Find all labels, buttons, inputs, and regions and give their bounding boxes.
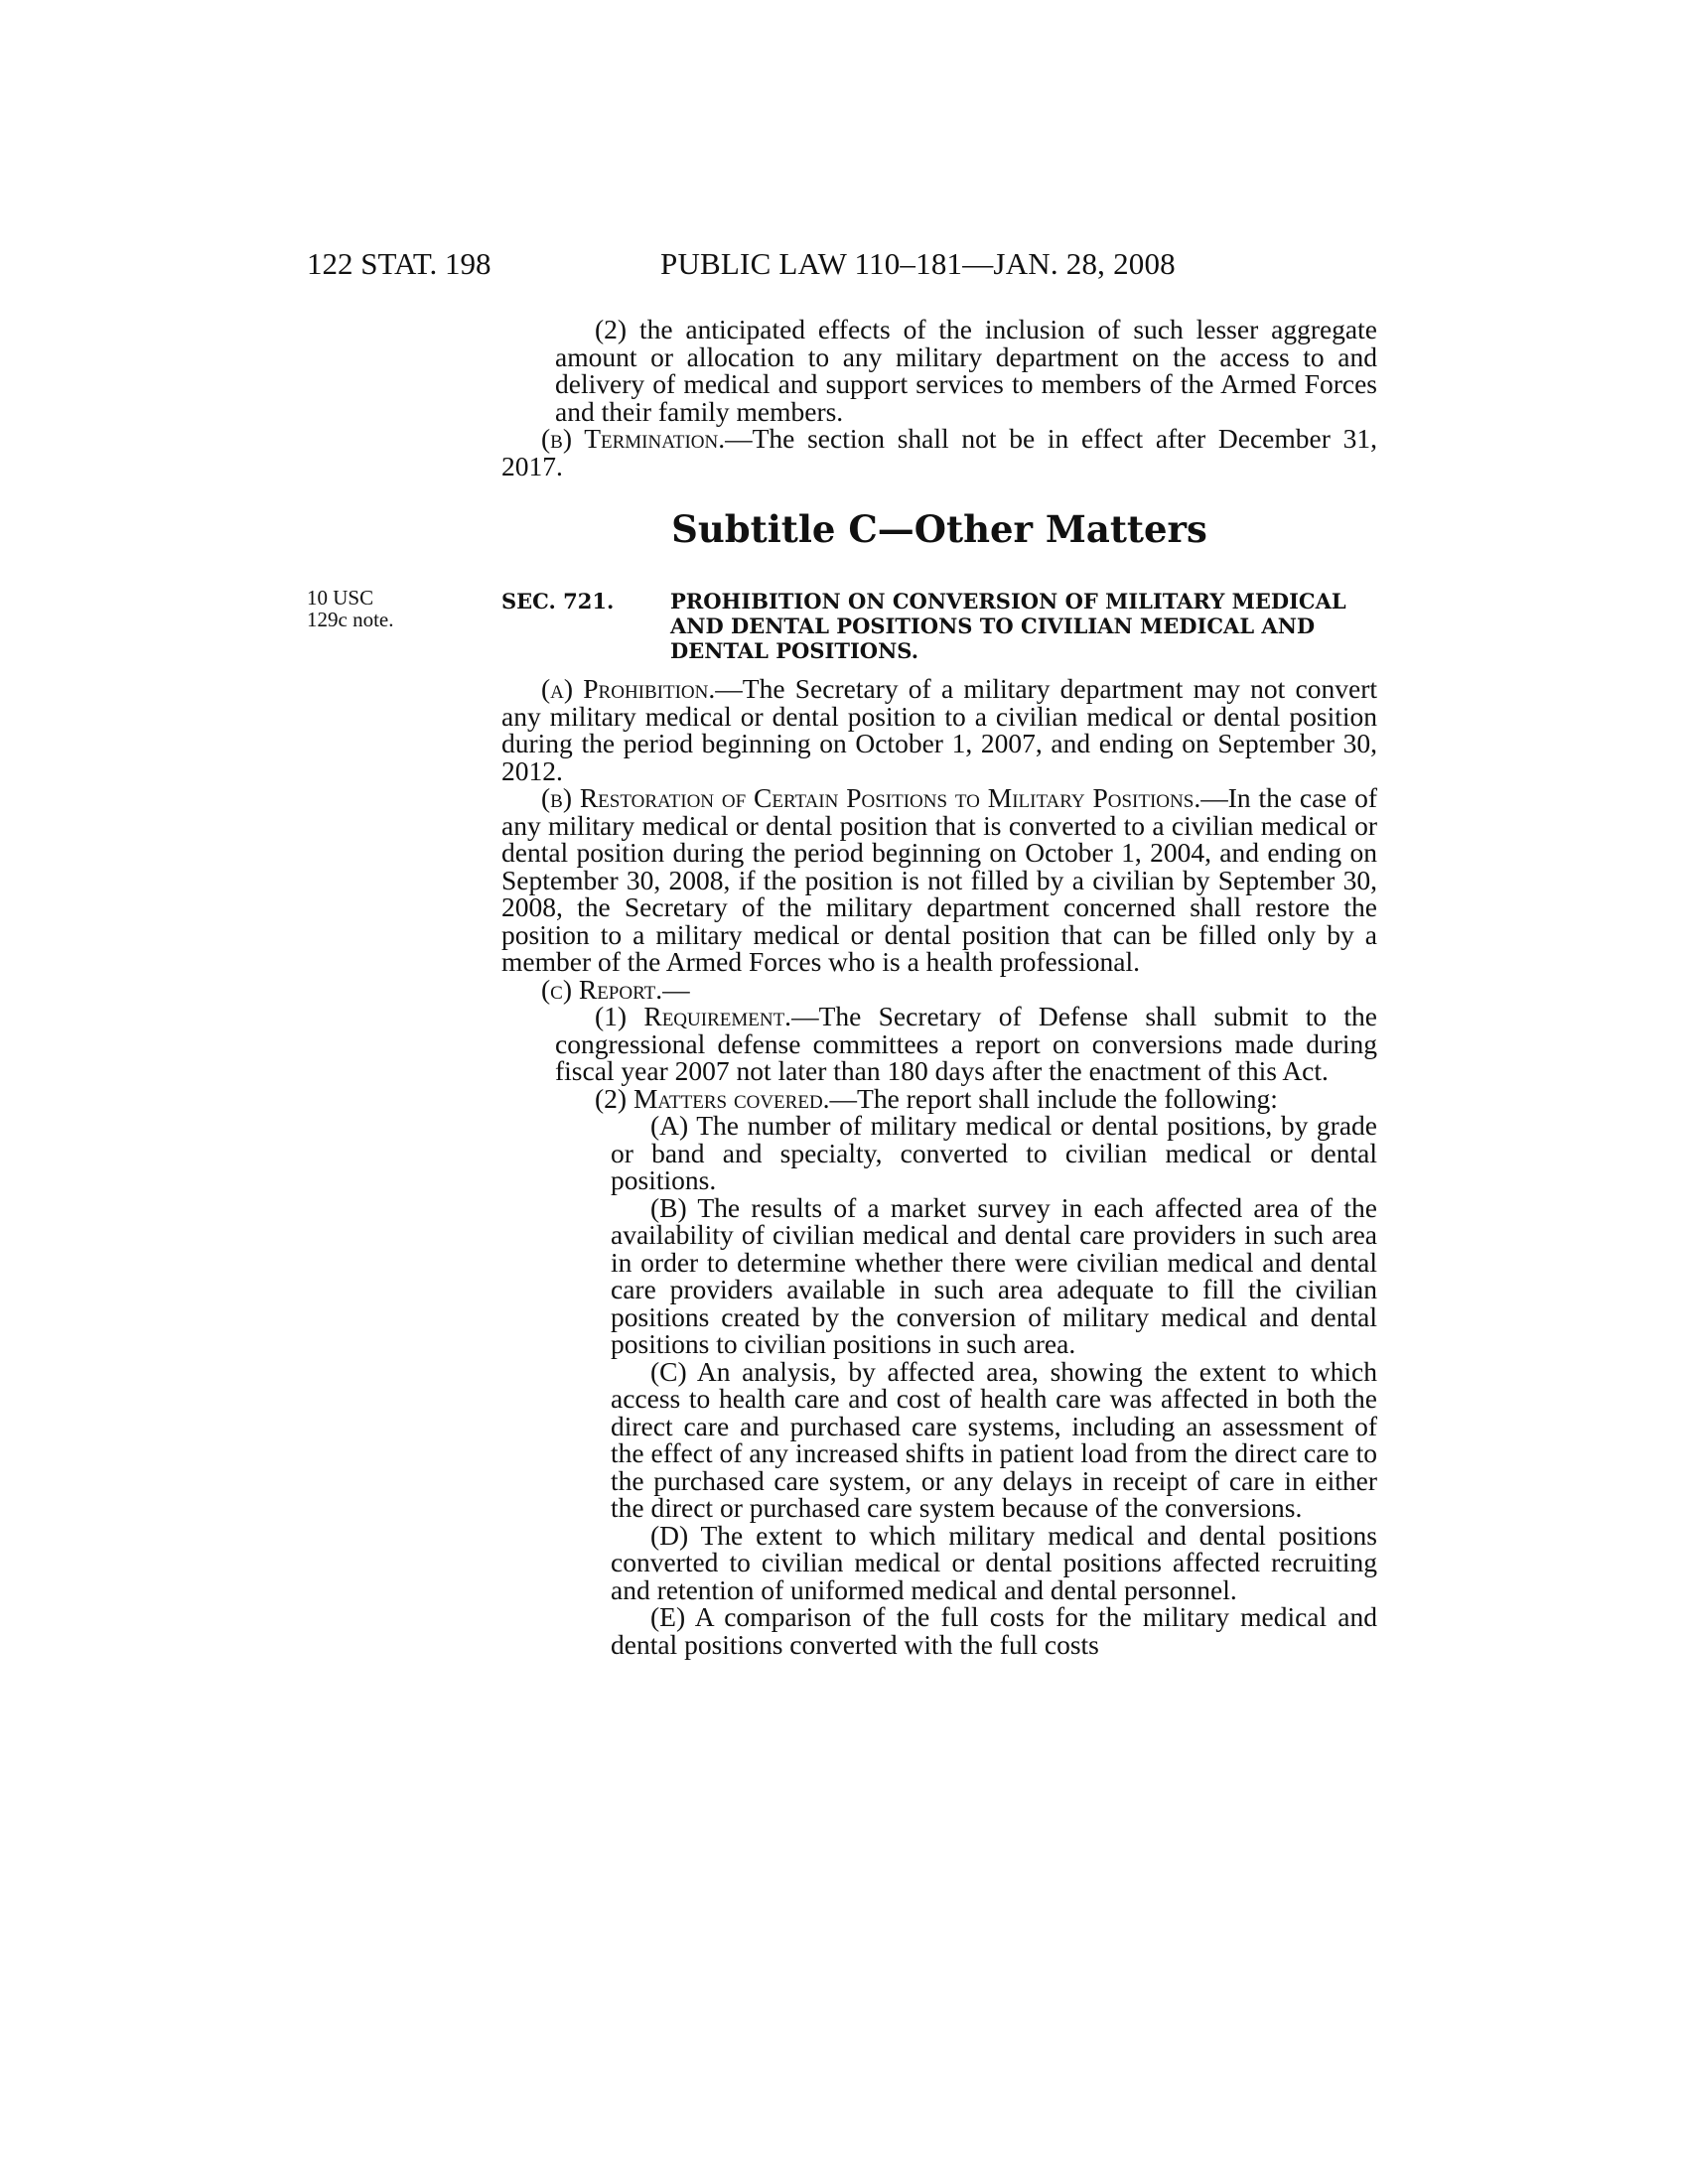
paragraph-a-heading: (a) Prohibition. — [541, 673, 716, 704]
paragraph-c2-text: —The report shall include the following: — [829, 1082, 1278, 1114]
paragraph-b-heading: (b) Restoration of Certain Positions to Military Positions. — [541, 782, 1201, 813]
section-number: SEC. 721. — [501, 589, 615, 614]
paragraph-c2 — [501, 1082, 1377, 1114]
statute-page-number: 122 STAT. 198 — [307, 246, 492, 281]
paragraph-b-text: —In the case of any military medical or dental position that is converted to a civilian medical or dental position during the period beginning on October 1, 2004, and ending on September 30, 2008, if the position is not filled by a civilian by September 30, 2008, the Secretary of the military department concerned shall restore the position to a military medical or dental position that can be filled only by a member of the Armed Forces who is a health professional. — [501, 782, 1378, 977]
subparagraph-B: (B) The results of a market survey in each affected area of the availability of civilian medical and dental care providers in such area in order to determine whether there were civilian medical and dental care providers available in such area adequate to fill the civilian positions created by the conversion of military medical and dental positions to civilian positions in such area. — [611, 1191, 1377, 1359]
subparagraph-C: (C) An analysis, by affected area, showing the extent to which access to health care and cost of health care was affected in both the direct care and purchased care systems, including an assessment of the effect of any increased shifts in patient load from the direct care to the purchased care system, or any delays in receipt of care in either the direct or purchased care system because of the conversions. — [611, 1355, 1377, 1523]
subtitle-heading: Subtitle C—Other Matters — [671, 507, 1207, 551]
subparagraph-A: (A) The number of military medical or dental positions, by grade or band and specialty, converted to civilian medical or dental positions. — [611, 1110, 1377, 1195]
paragraph-c-heading: (c) Report. — [541, 973, 663, 1005]
paragraph-b — [501, 784, 1377, 976]
paragraph-c1 — [501, 1003, 1377, 1085]
margin-note: 10 USC 129c note. — [307, 586, 394, 631]
paragraph-c2-heading: (2) Matters covered. — [595, 1082, 830, 1114]
paragraph-c-text: — — [662, 973, 690, 1005]
section-heading — [501, 589, 1377, 663]
paragraph-a-text: —The Secretary of a military department may not convert any military medical or dental position to a civilian medical or dental position during the period beginning on October 1, 2007, and ending on September 30, 2012. — [501, 673, 1377, 786]
termination-heading: (b) Termination. — [541, 423, 726, 454]
paragraph-c1-text: —The Secretary of Defense shall submit to the congressional defense committees a report on conversions made during fiscal year 2007 not later than 180 days after the enactment of this Act. — [555, 1001, 1377, 1086]
paragraph-a — [501, 675, 1377, 784]
subparagraph-E: (E) A comparison of the full costs for the military medical and dental positions converted with the full costs — [611, 1601, 1377, 1660]
page-header — [307, 246, 1379, 286]
subparagraph-D: (D) The extent to which military medical and dental positions converted to civilian medical or dental positions affected recruiting and retention of uniformed medical and dental personnel. — [611, 1519, 1377, 1605]
paragraph-c1-heading: (1) Requirement. — [595, 1001, 792, 1031]
termination-text: —The section shall not be in effect after December 31, 2017. — [501, 423, 1377, 481]
paragraph-c — [501, 973, 1377, 1005]
document-body — [501, 316, 1377, 1658]
paragraph-termination — [501, 425, 1377, 479]
paragraph-item-2: (2) the anticipated effects of the inclusion of such lesser aggregate amount or allocation to any military department on the access to and delivery of medical and support services to members of the Armed Forces and their family members. — [555, 314, 1377, 427]
section-title: PROHIBITION ON CONVERSION OF MILITARY MEDICAL AND DENTAL POSITIONS TO CIVILIAN MEDICAL AND DENTAL POSITIONS. — [670, 589, 1346, 663]
public-law-citation: PUBLIC LAW 110–181—JAN. 28, 2008 — [660, 246, 1176, 281]
